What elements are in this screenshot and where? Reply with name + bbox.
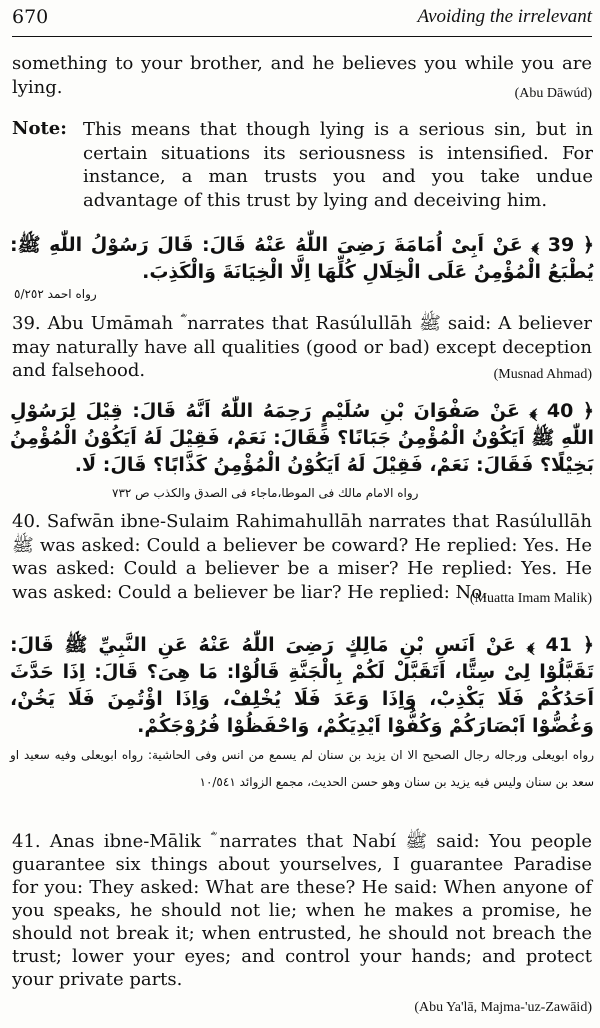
hadith-41-source: (Abu Ya'lā, Majma-'uz-Zawāid) bbox=[414, 1000, 592, 1015]
hadith-40-arabic-source: رواه الامام مالك فى الموطا،ماجاء فى الصدق والكذب ص ٧٣٢ bbox=[112, 486, 419, 500]
continuation-source: (Abu Dāwúd) bbox=[514, 86, 592, 101]
hadith-41-arabic: ﴿ 41 ﴾ عَنْ اَنَسِ بْنِ مَالِكٍ رَضِىَ اللّٰهُ عَنْهُ عَنِ النَّبِيِّ ﷺ قَالَ: تَقَبَّلُوْا لِىْ سِتًّا، اَتَقَبَّلْ لَكُمْ بِالْجَنَّةِ قَالُوْا: مَا هِىَ؟ قَالَ: اِذَا حَدَّثَ اَحَدُكُمْ فَلَا يَكْذِبْ، وَاِذَا وَعَدَ فَلَا يُخْلِفْ، وَاِذَا اؤْتُمِنَ فَلَا يَخُنْ، وَغُضُّوْا اَبْصَارَكُمْ وَكُفُّوْا اَيْدِيَكُمْ، وَاحْفَظُوْا فُرُوْجَكُمْ. bbox=[10, 634, 595, 737]
hadith-39-english: 39. Abu Umāmah ؓ narrates that Rasúlullāh ﷺ said: A believer may naturally have all qualities (good or bad) except deception and falsehood. bbox=[12, 313, 592, 381]
hadith-39-arabic: ﴿ 39 ﴾ عَنْ اَبِىْ اُمَامَةَ رَضِىَ اللّٰهُ عَنْهُ قَالَ: قَالَ رَسُوْلُ اللّٰهِ ﷺ: يُطْبَعُ الْمُؤْمِنُ عَلَى الْخِلَالِ كُلِّهَا اِلَّا الْخِيَانَةَ وَالْكَذِبَ. bbox=[10, 234, 594, 283]
hadith-41-english: 41. Anas ibne-Mālik ؓ narrates that Nabí ﷺ said: You people guarantee six things about yourselves, I guarantee Paradise for you: They asked: What are these? He said: When anyone of you speaks, he should not lie; when he makes a promise, he should not break it; when entrusted, he should not breach the trust; lower your eyes; and control your hands; and protect your private parts. bbox=[12, 831, 592, 990]
hadith-40-source: (Muatta Imam Malik) bbox=[469, 591, 592, 606]
hadith-40-english: 40. Safwān ibne-Sulaim Rahimahullāh narrates that Rasúlullāh ﷺ was asked: Could a believer be coward? He replied: Yes. He was asked: Could a believer be a miser? He replied: Yes. He was asked: Could a believer be liar? He replied: No. bbox=[12, 511, 592, 603]
note-label: Note: bbox=[12, 118, 67, 139]
hadith-41-arabic-source: رواه ابويعلى ورجاله رجال الصحيح الا ان يزيد بن سنان لم يسمع من انس وفى الحاشية: رواه ابويعلى وفيه سعيد او سعد بن سنان وليس فيه يزيد بن سنان وهو حسن الحديث، مجمع الزوائد ١٠/٥٤١ bbox=[10, 748, 594, 789]
hadith-39-source: (Musnad Ahmad) bbox=[493, 367, 592, 382]
hadith-40-arabic: ﴿ 40 ﴾ عَنْ صَفْوَانَ بْنِ سُلَيْمٍ رَحِمَهُ اللّٰهُ اَنَّهُ قَالَ: قِيْلَ لِرَسُوْلِ اللّٰهِ ﷺ اَيَكُوْنُ الْمُؤْمِنُ جَبَانًا؟ فَقَالَ: نَعَمْ، فَقِيْلَ لَهُ اَيَكُوْنُ الْمُؤْمِنُ بَخِيْلًا؟ فَقَالَ: نَعَمْ، فَقِيْلَ لَهُ اَيَكُوْنُ الْمُؤْمِنُ كَذَّابًا؟ قَالَ: لَا. bbox=[10, 400, 595, 476]
running-title: Avoiding the irrelevant bbox=[417, 6, 592, 27]
page-header bbox=[12, 2, 592, 37]
hadith-39-arabic-source: رواه احمد ٥/٢٥٢ bbox=[14, 287, 97, 301]
note-text: This means that though lying is a serious sin, but in certain situations its seriousness is intensified. For instance, a man trusts you and you take undue advantage of this trust by lying and deceiving him. bbox=[83, 119, 593, 211]
page-number: 670 bbox=[12, 6, 49, 28]
continuation-text: something to your brother, and he believes you while you are lying. bbox=[12, 53, 592, 98]
